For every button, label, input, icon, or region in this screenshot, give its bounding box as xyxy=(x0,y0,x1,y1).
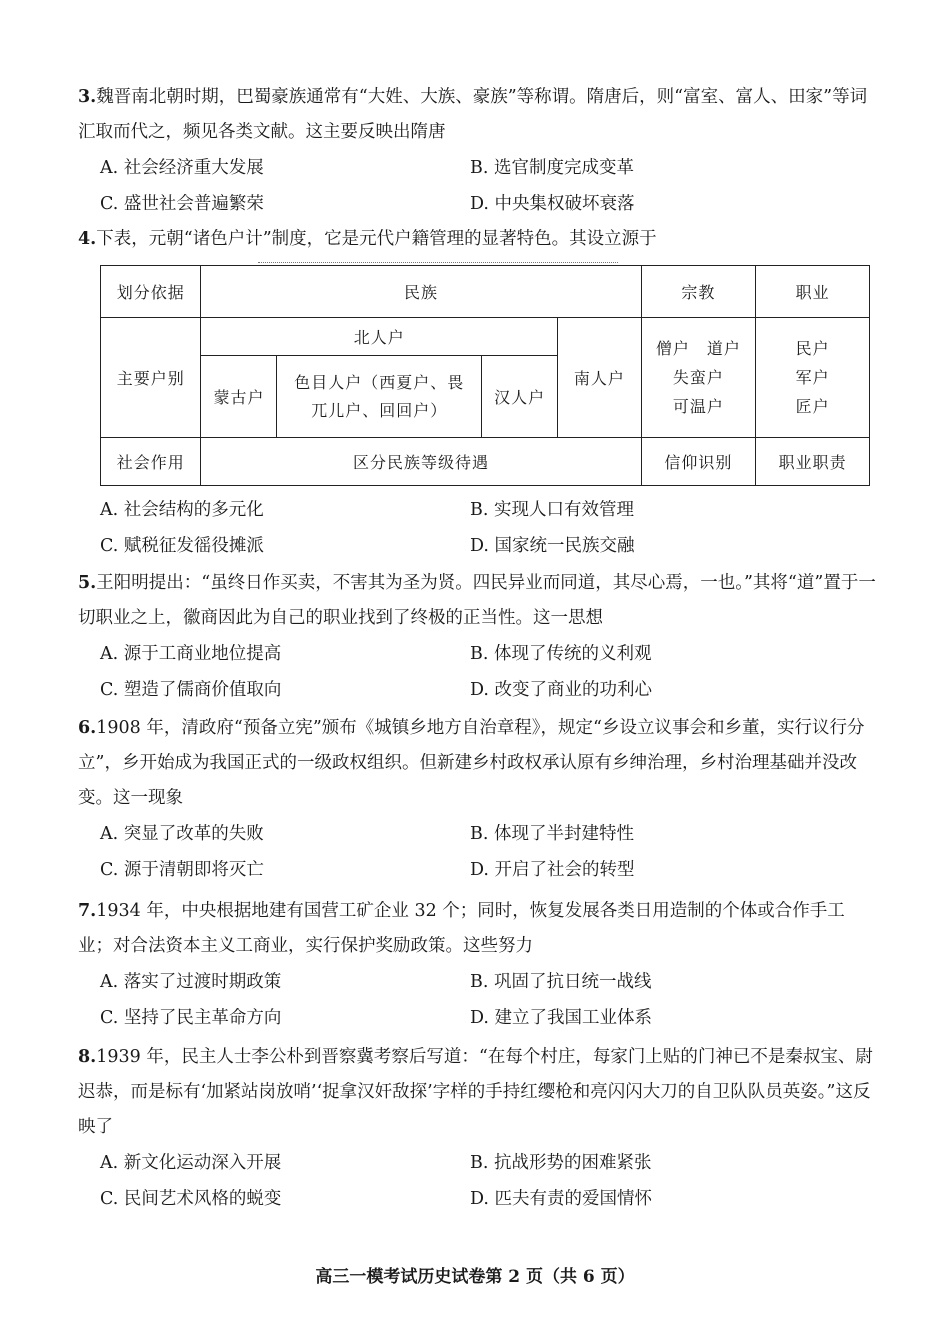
option-a: A. 突显了改革的失败 xyxy=(100,824,264,844)
religion-type: 僧户 道户 xyxy=(655,339,741,358)
table-row-label-types: 主要户别 xyxy=(101,318,201,438)
question-stem: 8.1939 年，民主人士李公朴到晋察冀考察后写道：“在每个村庄，每家门上贴的门神已不是秦叔宝、尉迟恭，而是标有‘加紧站岗放哨’‘捉拿汉奸敌探’字样的手持红缨枪和亮闪闪大刀的自卫队队员英姿。”这反映了 xyxy=(78,1047,873,1137)
question-stem: 4.下表，元朝“诸色户计”制度，它是元代户籍管理的显著特色。其设立源于 xyxy=(78,229,657,249)
question-6 xyxy=(78,711,878,888)
page-footer: 高三一模考试历史试卷第 2 页（共 6 页） xyxy=(315,1267,635,1287)
option-d: D. 中央集权破坏衰落 xyxy=(470,194,635,214)
table-cell-religion-function: 信仰识别 xyxy=(641,438,756,486)
table-cell-ethnic-function: 区分民族等级待遇 xyxy=(201,438,641,486)
question-4-options xyxy=(78,492,878,564)
options xyxy=(78,816,878,888)
table-cell-han: 汉人户 xyxy=(482,356,558,438)
table-cell-occupation-types xyxy=(756,318,870,438)
option-a: A. 社会结构的多元化 xyxy=(100,500,264,520)
option-b: B. 巩固了抗日统一战线 xyxy=(470,972,652,992)
question-3 xyxy=(78,80,878,222)
table-cell-religion-types xyxy=(641,318,756,438)
option-c: C. 塑造了儒商价值取向 xyxy=(100,680,282,700)
option-d: D. 开启了社会的转型 xyxy=(470,860,635,880)
question-5 xyxy=(78,566,878,708)
table-header-occupation: 职业 xyxy=(756,266,870,318)
option-b: B. 体现了半封建特性 xyxy=(470,824,634,844)
option-b: B. 选官制度完成变革 xyxy=(470,158,634,178)
option-b: B. 抗战形势的困难紧张 xyxy=(470,1153,652,1173)
question-7 xyxy=(78,894,878,1036)
option-a: A. 社会经济重大发展 xyxy=(100,158,264,178)
table-cell-semu: 色目人户（西夏户、畏兀儿户、回回户） xyxy=(277,356,482,438)
option-d: D. 建立了我国工业体系 xyxy=(470,1008,653,1028)
option-c: C. 源于清朝即将灭亡 xyxy=(100,860,264,880)
option-c: C. 赋税征发徭役摊派 xyxy=(100,536,264,556)
option-d: D. 国家统一民族交融 xyxy=(470,536,635,556)
question-stem: 5.王阳明提出：“虽终日作买卖，不害其为圣为贤。四民异业而同道，其尽心焉，一也。”其将“道”置于一切职业之上，徽商因此为自己的职业找到了终极的正当性。这一思想 xyxy=(78,573,876,628)
occupation-type: 军户 xyxy=(795,368,830,387)
occupation-type: 匠户 xyxy=(795,397,830,416)
options xyxy=(78,636,878,708)
question-4 xyxy=(78,222,878,257)
option-b: B. 实现人口有效管理 xyxy=(470,500,634,520)
households-table xyxy=(100,265,870,486)
options xyxy=(78,1145,878,1217)
option-d: D. 改变了商业的功利心 xyxy=(470,680,653,700)
table-cell-mongol: 蒙古户 xyxy=(201,356,277,438)
option-a: A. 源于工商业地位提高 xyxy=(100,644,282,664)
option-c: C. 坚持了民主革命方向 xyxy=(100,1008,282,1028)
option-c: C. 民间艺术风格的蜕变 xyxy=(100,1189,282,1209)
table-cell-occupation-function: 职业职责 xyxy=(756,438,870,486)
question-stem: 6.1908 年，清政府“预备立宪”颁布《城镇乡地方自治章程》，规定“乡设立议事会和乡董，实行议行分立”，乡开始成为我国正式的一级政权组织。但新建乡村政权承认原有乡绅治理，乡村治理基础并没改变。这一现象 xyxy=(78,718,865,808)
occupation-type: 民户 xyxy=(795,339,830,358)
option-a: A. 落实了过渡时期政策 xyxy=(100,972,282,992)
option-d: D. 匹夫有责的爱国情怀 xyxy=(470,1189,653,1209)
question-8 xyxy=(78,1040,878,1217)
question-stem: 7.1934 年，中央根据地建有国营工矿企业 32 个；同时，恢复发展各类日用造制的个体或合作手工业；对合法资本主义工商业，实行保护奖励政策。这些努力 xyxy=(78,901,845,956)
option-b: B. 体现了传统的义利观 xyxy=(470,644,652,664)
option-c: C. 盛世社会普遍繁荣 xyxy=(100,194,264,214)
religion-type: 失蛮户 xyxy=(672,368,724,387)
options xyxy=(78,964,878,1036)
table-row-label-function: 社会作用 xyxy=(101,438,201,486)
table-header-ethnic: 民族 xyxy=(201,266,641,318)
options xyxy=(78,150,878,222)
table-header-basis: 划分依据 xyxy=(101,266,201,318)
table-cell-north: 北人户 xyxy=(201,318,558,356)
options xyxy=(78,492,878,564)
option-a: A. 新文化运动深入开展 xyxy=(100,1153,282,1173)
divider xyxy=(258,262,618,263)
question-stem: 3.魏晋南北朝时期，巴蜀豪族通常有“大姓、大族、豪族”等称谓。隋唐后，则“富室、富人、田家”等词汇取而代之，频见各类文献。这主要反映出隋唐 xyxy=(78,87,868,142)
religion-type: 可温户 xyxy=(672,397,724,416)
table-cell-south: 南人户 xyxy=(558,318,642,438)
table-header-religion: 宗教 xyxy=(641,266,756,318)
